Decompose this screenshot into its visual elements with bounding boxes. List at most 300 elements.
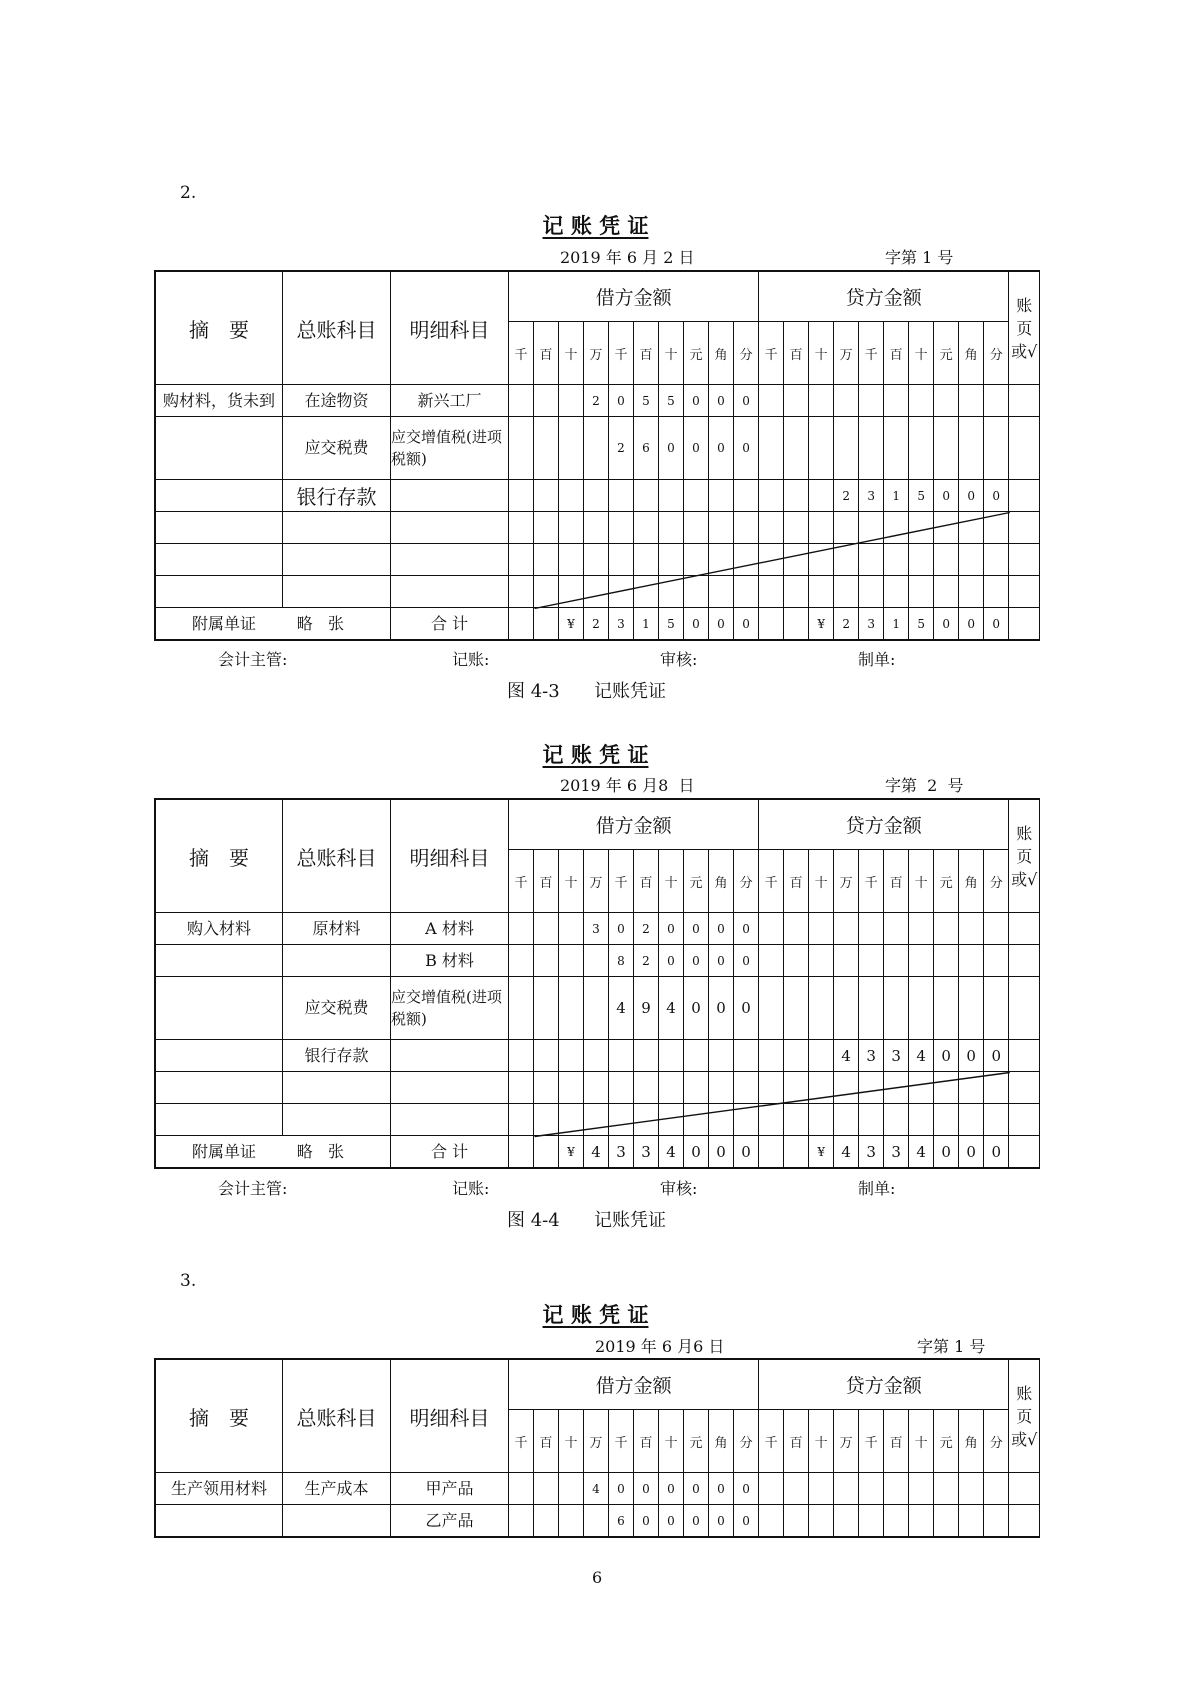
debit-digit: 0 [734,913,759,945]
credit-digit [809,1505,834,1537]
total-debit-digit: 3 [609,1136,634,1168]
debit-digit [709,480,734,512]
summary-cell: 生产领用材料 [156,1473,283,1505]
credit-digit [759,1473,784,1505]
credit-digit [909,913,934,945]
account-cell: 原材料 [283,913,391,945]
digit-unit-header: 百 [884,1410,909,1473]
header-check: 账页或√ [1009,800,1040,913]
table-row [156,1072,1040,1104]
debit-digit: 0 [709,913,734,945]
voucher-grid [155,271,1040,640]
credit-digit [859,913,884,945]
credit-digit [784,1040,809,1072]
detail-cell: 新兴工厂 [391,385,509,417]
debit-digit: 0 [684,417,709,480]
credit-digit [784,1505,809,1537]
credit-digit [934,1473,959,1505]
debit-digit [659,480,684,512]
debit-digit: 6 [634,417,659,480]
credit-digit [934,544,959,576]
total-debit-digit: 0 [734,608,759,640]
total-credit-digit [759,1136,784,1168]
debit-digit [634,544,659,576]
credit-digit [809,913,834,945]
debit-digit: 0 [709,417,734,480]
debit-digit [609,1040,634,1072]
check-cell [1009,945,1040,977]
debit-digit [559,1040,584,1072]
detail-cell [391,1104,509,1136]
debit-digit [634,1104,659,1136]
debit-digit [534,544,559,576]
credit-digit [784,480,809,512]
check-cell [1009,544,1040,576]
debit-digit [559,1072,584,1104]
debit-digit [709,544,734,576]
credit-digit [909,1505,934,1537]
debit-digit [534,512,559,544]
credit-digit [884,1505,909,1537]
credit-digit [784,417,809,480]
debit-digit: 0 [659,1505,684,1537]
detail-cell: B 材料 [391,945,509,977]
total-credit-digit [759,608,784,640]
digit-unit-header: 千 [859,850,884,913]
digit-unit-header: 千 [609,322,634,385]
debit-digit [534,1505,559,1537]
debit-digit: 0 [734,945,759,977]
credit-digit [759,544,784,576]
digit-unit-header: 百 [634,850,659,913]
credit-digit [859,977,884,1040]
detail-cell [391,512,509,544]
digit-unit-header: 千 [609,850,634,913]
debit-digit [559,913,584,945]
check-cell [1009,1473,1040,1505]
account-cell: 在途物资 [283,385,391,417]
credit-digit [909,1473,934,1505]
attachment-unit: 张 [327,613,344,633]
digit-unit-header: 十 [809,850,834,913]
table-row [156,512,1040,544]
credit-digit [959,417,984,480]
page-number: 6 [592,1568,603,1587]
voucher-date: 2019 年 6 月8 日 [560,776,695,795]
check-cell [1009,576,1040,608]
check-cell [1009,608,1040,640]
debit-digit [584,945,609,977]
auditor-label: 审核: [660,650,698,669]
summary-cell [156,417,283,480]
header-check: 账页或√ [1009,1360,1040,1473]
digit-unit-header: 十 [909,1410,934,1473]
credit-digit [959,576,984,608]
table-row [156,385,1040,417]
credit-digit: 1 [884,480,909,512]
total-label: 合 计 [391,1136,509,1168]
credit-digit [859,544,884,576]
credit-digit [859,576,884,608]
debit-digit: 0 [709,977,734,1040]
credit-digit: 0 [934,480,959,512]
credit-digit [984,977,1009,1040]
check-cell [1009,1072,1040,1104]
debit-digit: 8 [609,945,634,977]
total-credit-digit: 0 [934,608,959,640]
debit-digit [584,417,609,480]
credit-digit: 3 [859,480,884,512]
digit-unit-header: 十 [909,322,934,385]
digit-unit-header: 角 [709,322,734,385]
voucher-grid [155,1359,1040,1537]
debit-digit: 3 [584,913,609,945]
section-label: 3. [180,1271,197,1291]
total-credit-digit: 1 [884,608,909,640]
credit-digit [909,977,934,1040]
digit-unit-header: 元 [684,850,709,913]
debit-digit [559,576,584,608]
total-credit-digit: 0 [934,1136,959,1168]
debit-digit: 5 [659,385,684,417]
digit-unit-header: 分 [734,850,759,913]
check-cell [1009,1136,1040,1168]
debit-digit: 0 [609,1473,634,1505]
credit-digit [759,1040,784,1072]
account-cell [283,1104,391,1136]
credit-digit [809,512,834,544]
table-row [156,945,1040,977]
credit-digit [784,1072,809,1104]
total-debit-digit: 0 [709,1136,734,1168]
debit-digit [609,544,634,576]
voucher-table [154,798,1040,1169]
debit-digit [734,1040,759,1072]
credit-digit [934,417,959,480]
credit-digit [984,385,1009,417]
credit-digit [959,913,984,945]
summary-cell: 购入材料 [156,913,283,945]
debit-digit [584,544,609,576]
credit-digit [934,1505,959,1537]
account-cell [283,544,391,576]
debit-digit [634,1072,659,1104]
header-summary: 摘 要 [156,800,283,913]
credit-digit [909,945,934,977]
table-row [156,1473,1040,1505]
credit-digit [934,385,959,417]
debit-digit [734,576,759,608]
voucher-title: 记 账 凭 证 [542,213,649,238]
credit-digit: 3 [884,1040,909,1072]
credit-digit [834,417,859,480]
debit-digit [709,1104,734,1136]
digit-unit-header: 分 [984,850,1009,913]
digit-unit-header: 元 [684,322,709,385]
total-credit-digit: 5 [909,608,934,640]
credit-digit [809,480,834,512]
table-row [156,1104,1040,1136]
account-cell [283,1072,391,1104]
credit-digit [934,945,959,977]
digit-unit-header: 百 [784,322,809,385]
total-debit-digit: 0 [709,608,734,640]
total-debit-digit: 5 [659,608,684,640]
digit-unit-header: 百 [884,850,909,913]
credit-digit [759,977,784,1040]
digit-unit-header: 百 [534,322,559,385]
digit-unit-header: 十 [559,322,584,385]
bookkeeper-label: 记账: [452,650,490,669]
digit-unit-header: 角 [959,322,984,385]
debit-digit [534,1072,559,1104]
credit-digit [984,913,1009,945]
credit-digit [884,1473,909,1505]
debit-digit [509,1473,534,1505]
credit-digit [834,945,859,977]
debit-digit [584,480,609,512]
credit-digit [759,512,784,544]
summary-cell [156,544,283,576]
debit-digit [609,576,634,608]
debit-digit [709,576,734,608]
summary-cell: 购材料，货未到 [156,385,283,417]
debit-digit: 4 [584,1473,609,1505]
debit-digit [534,1473,559,1505]
debit-digit: 0 [609,913,634,945]
credit-digit [809,1072,834,1104]
digit-unit-header: 十 [659,322,684,385]
table-row [156,544,1040,576]
header-account: 总账科目 [283,272,391,385]
credit-digit [959,1505,984,1537]
attachment-count: 略 [296,1141,313,1161]
total-debit-digit: 0 [684,608,709,640]
credit-digit [884,385,909,417]
digit-unit-header: 分 [984,322,1009,385]
debit-digit [709,1072,734,1104]
debit-digit: 9 [634,977,659,1040]
detail-cell: 甲产品 [391,1473,509,1505]
credit-digit [784,576,809,608]
credit-digit [834,544,859,576]
account-cell: 应交税费 [283,977,391,1040]
credit-digit [809,544,834,576]
header-summary: 摘 要 [156,272,283,385]
debit-digit [559,945,584,977]
digit-unit-header: 分 [734,1410,759,1473]
credit-digit [834,1473,859,1505]
header-credit: 贷方金额 [759,800,1009,850]
credit-digit [809,977,834,1040]
debit-digit: 2 [609,417,634,480]
detail-cell [391,544,509,576]
digit-unit-header: 元 [934,322,959,385]
credit-digit [859,385,884,417]
attachment-label: 附属单证 [192,1141,257,1161]
total-credit-digit: 3 [859,608,884,640]
debit-digit [534,417,559,480]
debit-digit: 0 [684,385,709,417]
digit-unit-header: 万 [584,850,609,913]
credit-digit [934,1104,959,1136]
summary-cell [156,1104,283,1136]
debit-digit [584,1104,609,1136]
credit-digit [834,1505,859,1537]
credit-digit [909,385,934,417]
debit-digit: 0 [734,1505,759,1537]
credit-digit: 0 [984,480,1009,512]
debit-digit: 0 [684,945,709,977]
debit-digit: 0 [634,1505,659,1537]
voucher-date: 2019 年 6 月 2 日 [560,248,695,267]
total-debit-digit: 1 [634,608,659,640]
table-row [156,913,1040,945]
summary-cell [156,1072,283,1104]
total-debit-digit: 2 [584,608,609,640]
digit-unit-header: 万 [834,850,859,913]
credit-digit [834,512,859,544]
summary-cell [156,1040,283,1072]
credit-digit [984,1505,1009,1537]
debit-digit: 0 [709,1473,734,1505]
debit-digit: 2 [634,945,659,977]
total-credit-digit: 2 [834,608,859,640]
debit-digit [559,544,584,576]
detail-cell: A 材料 [391,913,509,945]
check-cell [1009,913,1040,945]
credit-digit [859,1072,884,1104]
table-row [156,480,1040,512]
header-debit: 借方金额 [509,1360,759,1410]
credit-digit [759,576,784,608]
total-credit-digit: 4 [909,1136,934,1168]
check-cell [1009,1040,1040,1072]
debit-digit [509,385,534,417]
account-cell: 银行存款 [283,1040,391,1072]
debit-digit: 0 [684,1473,709,1505]
debit-digit [734,1072,759,1104]
digit-unit-header: 分 [984,1410,1009,1473]
header-detail: 明细科目 [391,1360,509,1473]
account-cell [283,512,391,544]
credit-digit [834,576,859,608]
credit-digit [784,385,809,417]
table-row [156,1505,1040,1537]
debit-digit [534,1040,559,1072]
total-debit-digit [509,608,534,640]
check-cell [1009,512,1040,544]
header-account: 总账科目 [283,800,391,913]
digit-unit-header: 元 [684,1410,709,1473]
credit-digit [784,977,809,1040]
debit-digit [584,1505,609,1537]
debit-digit [709,1040,734,1072]
credit-digit [834,977,859,1040]
digit-unit-header: 十 [559,1410,584,1473]
credit-digit [934,913,959,945]
credit-digit [909,1104,934,1136]
account-cell [283,1505,391,1537]
debit-digit [734,480,759,512]
header-check: 账页或√ [1009,272,1040,385]
bookkeeper-label: 记账: [452,1179,490,1198]
credit-digit [809,576,834,608]
digit-unit-header: 百 [634,1410,659,1473]
credit-digit: 5 [909,480,934,512]
total-credit-digit: ¥ [809,1136,834,1168]
debit-digit [609,1104,634,1136]
debit-digit: 0 [709,1505,734,1537]
total-credit-digit: 3 [859,1136,884,1168]
credit-digit [759,385,784,417]
credit-digit [984,417,1009,480]
digit-unit-header: 角 [709,1410,734,1473]
preparer-label: 制单: [858,1179,896,1198]
debit-digit: 2 [634,913,659,945]
credit-digit [984,1473,1009,1505]
credit-digit [809,1473,834,1505]
credit-digit [984,544,1009,576]
credit-digit [884,417,909,480]
credit-digit [959,945,984,977]
credit-digit [809,385,834,417]
credit-digit: 3 [859,1040,884,1072]
debit-digit [559,512,584,544]
debit-digit: 0 [659,945,684,977]
total-debit-digit [534,1136,559,1168]
digit-unit-header: 千 [609,1410,634,1473]
detail-cell: 应交增值税(进项税额) [391,977,509,1040]
credit-digit [759,1072,784,1104]
detail-cell [391,1072,509,1104]
debit-digit: 2 [584,385,609,417]
credit-digit: 0 [934,1040,959,1072]
debit-digit [709,512,734,544]
attachment-cell [156,1136,391,1168]
credit-digit [859,512,884,544]
account-cell: 应交税费 [283,417,391,480]
digit-unit-header: 十 [909,850,934,913]
digit-unit-header: 百 [784,1410,809,1473]
total-debit-digit: ¥ [559,608,584,640]
total-credit-digit: 3 [884,1136,909,1168]
header-credit: 贷方金额 [759,272,1009,322]
credit-digit [934,977,959,1040]
debit-digit [684,1104,709,1136]
credit-digit [959,977,984,1040]
header-detail: 明细科目 [391,272,509,385]
credit-digit [934,576,959,608]
debit-digit [559,1505,584,1537]
credit-digit [859,1473,884,1505]
digit-unit-header: 元 [934,1410,959,1473]
total-credit-digit: ¥ [809,608,834,640]
credit-digit [884,544,909,576]
debit-digit [659,512,684,544]
digit-unit-header: 十 [809,1410,834,1473]
table-row [156,977,1040,1040]
voucher-table [154,270,1040,641]
credit-digit [759,1104,784,1136]
debit-digit [509,417,534,480]
digit-unit-header: 百 [534,850,559,913]
credit-digit: 0 [959,1040,984,1072]
debit-digit [559,417,584,480]
detail-cell [391,480,509,512]
debit-digit: 0 [659,913,684,945]
preparer-label: 制单: [858,650,896,669]
